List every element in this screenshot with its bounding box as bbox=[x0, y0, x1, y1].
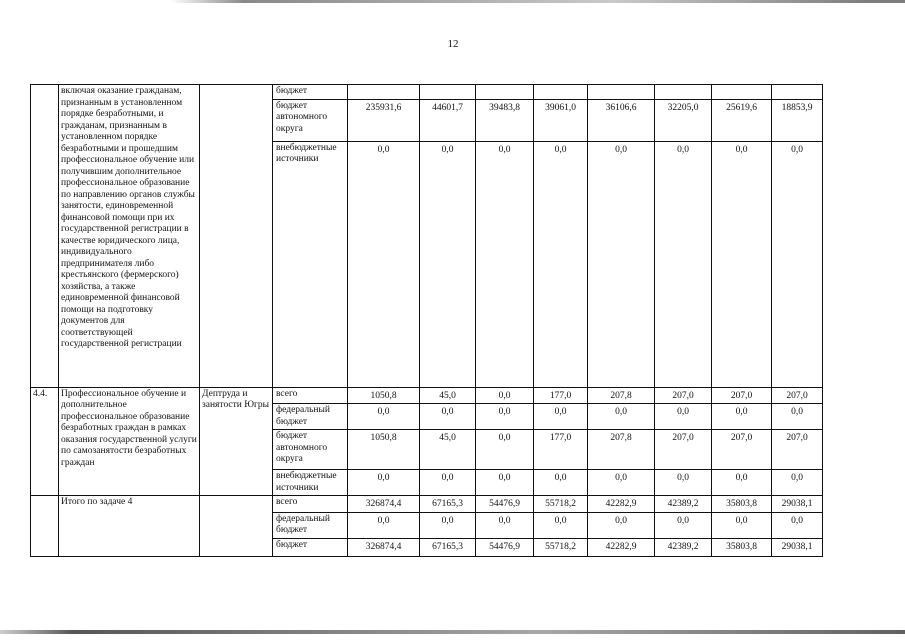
funding-value: 177,0 bbox=[534, 387, 588, 404]
funding-value: 207,8 bbox=[588, 387, 655, 404]
funding-value: 0,0 bbox=[476, 430, 534, 470]
funding-value: 39483,8 bbox=[476, 99, 534, 141]
funding-source: бюджет автономного округа bbox=[273, 430, 348, 470]
funding-value bbox=[534, 85, 588, 100]
funding-value: 42282,9 bbox=[588, 538, 655, 556]
funding-source: внебюджетные источники bbox=[273, 470, 348, 496]
funding-value: 29038,1 bbox=[772, 538, 823, 556]
funding-source: бюджет bbox=[273, 85, 348, 100]
funding-source: бюджет bbox=[273, 538, 348, 556]
funding-value: 1050,8 bbox=[348, 387, 420, 404]
funding-value: 0,0 bbox=[420, 470, 476, 496]
funding-value bbox=[655, 85, 712, 100]
funding-value bbox=[588, 85, 655, 100]
table-row bbox=[31, 496, 823, 513]
funding-value bbox=[712, 85, 772, 100]
measure-name: включая оказание гражданам, признанным в установленном порядке безработными, и гражданам, признанным в установленном порядке безработными и прошедшим профессиональное обучение или получившим дополнительное профессиональное образование по направлению органов службы занятости, единовременной финансовой помощи при их государственной регистрации в качестве юридического лица, индивидуального предпринимателя либо крестьянского (фермерского) хозяйства, а также единовременной финансовой помощи на подготовку документов для соответствующей государственной регистрации bbox=[59, 85, 200, 388]
row-number: 4.4. bbox=[31, 387, 59, 496]
funding-value: 0,0 bbox=[772, 404, 823, 430]
row-number bbox=[31, 496, 59, 557]
executor bbox=[200, 496, 273, 557]
funding-value: 0,0 bbox=[420, 404, 476, 430]
funding-value: 0,0 bbox=[712, 512, 772, 538]
funding-value: 0,0 bbox=[712, 404, 772, 430]
funding-value: 207,0 bbox=[712, 430, 772, 470]
funding-source: всего bbox=[273, 496, 348, 513]
measure-name: Итого по задаче 4 bbox=[59, 496, 200, 557]
funding-value: 0,0 bbox=[348, 512, 420, 538]
funding-value: 0,0 bbox=[534, 512, 588, 538]
funding-value bbox=[420, 85, 476, 100]
funding-value: 45,0 bbox=[420, 387, 476, 404]
funding-value: 54476,9 bbox=[476, 538, 534, 556]
funding-value: 0,0 bbox=[712, 141, 772, 387]
funding-value: 29038,1 bbox=[772, 496, 823, 513]
funding-value: 207,0 bbox=[655, 430, 712, 470]
funding-value: 18853,9 bbox=[772, 99, 823, 141]
table-body bbox=[31, 85, 823, 557]
funding-value: 0,0 bbox=[348, 404, 420, 430]
funding-value: 39061,0 bbox=[534, 99, 588, 141]
funding-value: 0,0 bbox=[772, 470, 823, 496]
funding-value: 55718,2 bbox=[534, 538, 588, 556]
scan-edge-bottom bbox=[0, 630, 905, 634]
funding-source: всего bbox=[273, 387, 348, 404]
funding-value: 0,0 bbox=[534, 141, 588, 387]
funding-value: 35803,8 bbox=[712, 538, 772, 556]
funding-value: 1050,8 bbox=[348, 430, 420, 470]
funding-value: 45,0 bbox=[420, 430, 476, 470]
scan-edge-top bbox=[170, 0, 905, 3]
funding-value: 207,0 bbox=[655, 387, 712, 404]
funding-value: 0,0 bbox=[534, 404, 588, 430]
funding-value: 35803,8 bbox=[712, 496, 772, 513]
funding-value: 0,0 bbox=[772, 512, 823, 538]
funding-value: 36106,6 bbox=[588, 99, 655, 141]
funding-value: 207,0 bbox=[772, 387, 823, 404]
funding-value bbox=[772, 85, 823, 100]
funding-value: 207,0 bbox=[772, 430, 823, 470]
funding-value: 0,0 bbox=[655, 470, 712, 496]
funding-value: 54476,9 bbox=[476, 496, 534, 513]
page-number: 12 bbox=[447, 38, 459, 50]
funding-source: федеральный бюджет bbox=[273, 404, 348, 430]
funding-value: 44601,7 bbox=[420, 99, 476, 141]
funding-value bbox=[348, 85, 420, 100]
table-row bbox=[31, 85, 823, 100]
funding-value: 0,0 bbox=[534, 470, 588, 496]
funding-value: 0,0 bbox=[655, 512, 712, 538]
funding-value: 0,0 bbox=[476, 387, 534, 404]
funding-value: 67165,3 bbox=[420, 538, 476, 556]
funding-value: 0,0 bbox=[588, 404, 655, 430]
funding-value: 67165,3 bbox=[420, 496, 476, 513]
funding-value: 32205,0 bbox=[655, 99, 712, 141]
funding-value: 55718,2 bbox=[534, 496, 588, 513]
funding-source: внебюджетные источники bbox=[273, 141, 348, 387]
funding-value: 42282,9 bbox=[588, 496, 655, 513]
funding-value: 0,0 bbox=[588, 512, 655, 538]
funding-value: 0,0 bbox=[348, 470, 420, 496]
funding-source: федеральный бюджет bbox=[273, 512, 348, 538]
funding-value: 0,0 bbox=[476, 404, 534, 430]
funding-value: 177,0 bbox=[534, 430, 588, 470]
funding-value: 326874,4 bbox=[348, 538, 420, 556]
measure-name: Профессиональное обучение и дополнительное профессиональное образование безработных граждан в рамках оказания государственной услуги по самозанятости безработных граждан bbox=[59, 387, 200, 496]
table-row bbox=[31, 387, 823, 404]
funding-value: 0,0 bbox=[655, 141, 712, 387]
funding-value: 0,0 bbox=[476, 470, 534, 496]
row-number bbox=[31, 85, 59, 388]
funding-value: 0,0 bbox=[712, 470, 772, 496]
funding-value: 0,0 bbox=[772, 141, 823, 387]
funding-value: 25619,6 bbox=[712, 99, 772, 141]
funding-value: 0,0 bbox=[588, 470, 655, 496]
funding-value: 0,0 bbox=[420, 512, 476, 538]
program-table bbox=[30, 84, 823, 557]
funding-value: 0,0 bbox=[348, 141, 420, 387]
funding-value: 207,8 bbox=[588, 430, 655, 470]
funding-value: 235931,6 bbox=[348, 99, 420, 141]
funding-value: 326874,4 bbox=[348, 496, 420, 513]
funding-value: 42389,2 bbox=[655, 538, 712, 556]
funding-value bbox=[476, 85, 534, 100]
funding-value: 0,0 bbox=[476, 512, 534, 538]
funding-value: 0,0 bbox=[655, 404, 712, 430]
funding-source: бюджет автономного округа bbox=[273, 99, 348, 141]
funding-value: 207,0 bbox=[712, 387, 772, 404]
executor bbox=[200, 85, 273, 388]
funding-value: 42389,2 bbox=[655, 496, 712, 513]
funding-value: 0,0 bbox=[420, 141, 476, 387]
funding-value: 0,0 bbox=[588, 141, 655, 387]
executor: Дептруда и занятости Югры bbox=[200, 387, 273, 496]
funding-value: 0,0 bbox=[476, 141, 534, 387]
